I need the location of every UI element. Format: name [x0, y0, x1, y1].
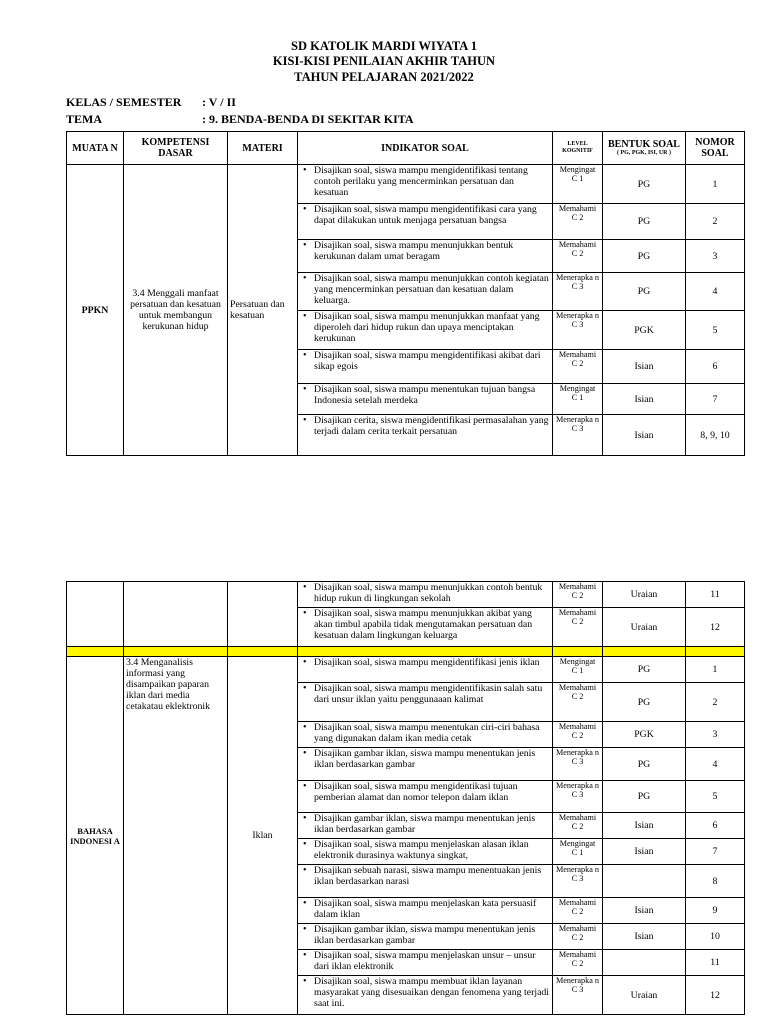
col-materi: MATERI — [228, 132, 298, 165]
level-kognitif-cell — [553, 722, 603, 748]
indikator-cell: • Disajikan gambar iklan, siswa mampu menentukan jenis iklan berdasarkan gambar — [298, 748, 553, 781]
level-kognitif-cell — [553, 165, 603, 204]
bentuk-soal-cell: Uraian — [603, 608, 686, 647]
level-code: C 2 — [571, 822, 584, 831]
separator-cell — [124, 647, 228, 657]
level-kognitif-cell — [553, 813, 603, 839]
section-separator-row — [67, 647, 745, 657]
table-row — [67, 582, 745, 608]
level-code: C 2 — [571, 933, 584, 942]
level-code: C 1 — [571, 666, 584, 675]
level-code: C 2 — [571, 959, 584, 968]
level-name: Memahami — [558, 240, 597, 249]
nomor-soal-cell: 4 — [686, 748, 745, 781]
bentuk-soal-cell: PG — [603, 683, 686, 722]
nomor-soal-cell: 7 — [686, 839, 745, 865]
bentuk-soal-cell: PG — [603, 273, 686, 311]
level-code: C 3 — [571, 790, 584, 799]
kelas-value: : V / II — [202, 95, 236, 109]
nomor-soal-cell: 2 — [686, 683, 745, 722]
level-kognitif-cell — [553, 839, 603, 865]
indikator-cell: • Disajikan soal, siswa mampu mengidentifikasi jenis iklan — [298, 657, 553, 683]
indikator-cell: • Disajikan soal, siswa mampu mengidentifikasi tentang contoh perilaku yang mencerminkan persatuan dan kesatuan — [298, 165, 553, 204]
materi-cell: Persatuan dan kesatuan — [228, 165, 298, 456]
level-kognitif-cell — [553, 350, 603, 384]
level-code: C 3 — [571, 985, 584, 994]
col-kompetensi-dasar: KOMPETENSI DASAR — [124, 132, 228, 165]
kelas-semester-line — [66, 95, 236, 110]
level-name: Menerapka n — [556, 976, 599, 985]
level-name: Memahami — [558, 950, 597, 959]
separator-cell — [686, 647, 745, 657]
col-indikator-soal: INDIKATOR SOAL — [298, 132, 553, 165]
bentuk-soal-cell: Uraian — [603, 976, 686, 1015]
bentuk-soal-cell — [603, 950, 686, 976]
materi-cell-empty — [228, 582, 298, 647]
indikator-cell: • Disajikan soal, siswa mampu mengidentifikasi akibat dari sikap egois — [298, 350, 553, 384]
table-header-row — [67, 132, 745, 165]
level-code: C 2 — [571, 907, 584, 916]
bentuk-soal-cell: PG — [603, 781, 686, 813]
level-name: Mengingat — [559, 839, 596, 848]
level-kognitif-cell — [553, 582, 603, 608]
subject-cell: PPKN — [67, 165, 124, 456]
bentuk-soal-cell: PG — [603, 657, 686, 683]
col-nomor-soal: NOMOR SOAL — [686, 132, 745, 165]
level-code: C 2 — [571, 617, 584, 626]
kisi-table-continued — [66, 581, 745, 1015]
col-muatan: MUATA N — [67, 132, 124, 165]
separator-cell — [228, 647, 298, 657]
level-name: Memahami — [558, 722, 597, 731]
kompetensi-dasar-cell-empty — [124, 582, 228, 647]
nomor-soal-cell: 8, 9, 10 — [686, 415, 745, 456]
level-kognitif-cell — [553, 240, 603, 273]
level-kognitif-cell — [553, 657, 603, 683]
level-name: Memahami — [558, 350, 597, 359]
indikator-cell: • Disajikan soal, siswa mampu menunjukkan contoh bentuk hidup rukun di lingkungan sekolah — [298, 582, 553, 608]
bentuk-soal-cell: PG — [603, 748, 686, 781]
level-name: Menerapka n — [556, 781, 599, 790]
nomor-soal-cell: 9 — [686, 898, 745, 924]
level-kognitif-cell — [553, 273, 603, 311]
level-kognitif-cell — [553, 865, 603, 898]
subject-cell-empty — [67, 582, 124, 647]
nomor-soal-cell: 3 — [686, 240, 745, 273]
level-code: C 2 — [571, 731, 584, 740]
bentuk-soal-cell: Isian — [603, 384, 686, 415]
bentuk-soal-cell: PGK — [603, 311, 686, 350]
nomor-soal-cell: 5 — [686, 781, 745, 813]
kompetensi-dasar-cell: 3.4 Menganalisis informasi yang disampaikan paparan iklan dari media cetakatau eklektronik — [124, 657, 228, 1015]
materi-cell: Iklan — [228, 657, 298, 1015]
bentuk-soal-cell: PG — [603, 204, 686, 240]
col-bentuk-soal — [603, 132, 686, 165]
level-name: Memahami — [558, 582, 597, 591]
bentuk-soal-sub: ( PG, PGK, ISI, UR ) — [617, 150, 671, 156]
bentuk-soal-cell: Isian — [603, 924, 686, 950]
level-code: C 2 — [571, 213, 584, 222]
level-name: Menerapka n — [556, 311, 599, 320]
kelas-label: KELAS / SEMESTER — [66, 95, 182, 109]
level-kognitif-cell — [553, 898, 603, 924]
level-name: Memahami — [558, 683, 597, 692]
separator-cell — [553, 647, 603, 657]
indikator-cell: • Disajikan soal, siswa mampu menjelaskan unsur – unsur dari iklan elektronik — [298, 950, 553, 976]
document-title: KISI-KISI PENILAIAN AKHIR TAHUN — [272, 54, 496, 68]
level-name: Memahami — [558, 608, 597, 617]
nomor-soal-cell: 1 — [686, 165, 745, 204]
indikator-cell: • Disajikan soal, siswa mampu mengidentikasi tujuan pemberian alamat dan nomor telepon dalam iklan — [298, 781, 553, 813]
level-kognitif-cell — [553, 204, 603, 240]
level-name: Memahami — [558, 924, 597, 933]
table-row — [67, 165, 745, 204]
level-code: C 1 — [571, 393, 584, 402]
bentuk-soal-cell: Isian — [603, 898, 686, 924]
nomor-soal-cell: 5 — [686, 311, 745, 350]
indikator-cell: • Disajikan soal, siswa mampu menunjukkan contoh kegiatan yang mencerminkan persatuan dan kesatuan dalam keluarga. — [298, 273, 553, 311]
level-kognitif-cell — [553, 748, 603, 781]
indikator-cell: • Disajikan soal, siswa mampu menentukan ciri-ciri bahasa yang digunakan dalam ikan media cetak — [298, 722, 553, 748]
bentuk-soal-cell — [603, 865, 686, 898]
level-code: C 2 — [571, 692, 584, 701]
level-kognitif-cell — [553, 781, 603, 813]
level-kognitif-cell — [553, 924, 603, 950]
level-name: Memahami — [558, 813, 597, 822]
indikator-cell: • Disajikan soal, siswa mampu membuat iklan layanan masyarakat yang disesuaikan dengan fenomena yang terjadi saat ini. — [298, 976, 553, 1015]
level-name: Menerapka n — [556, 415, 599, 424]
indikator-cell: • Disajikan gambar iklan, siswa mampu menentukan jenis iklan berdasarkan gambar — [298, 924, 553, 950]
subject-cell: BAHASA INDONESI A — [67, 657, 124, 1015]
indikator-cell: • Disajikan soal, siswa mampu menjelaskan kata persuasif dalam iklan — [298, 898, 553, 924]
level-code: C 3 — [571, 424, 584, 433]
tema-line — [66, 112, 414, 127]
nomor-soal-cell: 2 — [686, 204, 745, 240]
level-code: C 2 — [571, 249, 584, 258]
level-name: Memahami — [558, 898, 597, 907]
level-name: Mengingat — [559, 165, 596, 174]
bentuk-soal-cell: PGK — [603, 722, 686, 748]
nomor-soal-cell: 6 — [686, 813, 745, 839]
level-name: Mengingat — [559, 657, 596, 666]
level-code: C 3 — [571, 757, 584, 766]
level-kognitif-cell — [553, 384, 603, 415]
separator-cell — [298, 647, 553, 657]
bentuk-soal-cell: Uraian — [603, 582, 686, 608]
nomor-soal-cell: 7 — [686, 384, 745, 415]
indikator-cell: • Disajikan sebuah narasi, siswa mampu menentuakan jenis iklan berdasarkan narasi — [298, 865, 553, 898]
nomor-soal-cell: 12 — [686, 608, 745, 647]
nomor-soal-cell: 6 — [686, 350, 745, 384]
table-row — [67, 657, 745, 683]
nomor-soal-cell: 4 — [686, 273, 745, 311]
level-kognitif-cell — [553, 976, 603, 1015]
level-kognitif-cell — [553, 311, 603, 350]
level-name: Memahami — [558, 204, 597, 213]
nomor-soal-cell: 1 — [686, 657, 745, 683]
school-name: SD KATOLIK MARDI WIYATA 1 — [291, 39, 477, 53]
level-name: Mengingat — [559, 384, 596, 393]
indikator-cell: • Disajikan cerita, siswa mengidentifikasi permasalahan yang terjadi dalam cerita terkait persatuan — [298, 415, 553, 456]
indikator-cell: • Disajikan soal, siswa mampu menjelaskan alasan iklan elektronik durasinya waktunya singkat, — [298, 839, 553, 865]
level-code: C 3 — [571, 874, 584, 883]
kompetensi-dasar-cell: 3.4 Menggali manfaat persatuan dan kesatuan untuk membangun kerukunan hidup — [124, 165, 228, 456]
indikator-cell: • Disajikan soal, siswa mampu mengidentifikasin salah satu dari unsur iklan yaitu penggunaaan kalimat — [298, 683, 553, 722]
level-code: C 3 — [571, 320, 584, 329]
nomor-soal-cell: 3 — [686, 722, 745, 748]
level-name: Menerapka n — [556, 273, 599, 282]
indikator-cell: • Disajikan soal, siswa mampu menentukan tujuan bangsa Indonesia setelah merdeka — [298, 384, 553, 415]
academic-year: TAHUN PELAJARAN 2021/2022 — [294, 70, 474, 84]
level-name: Menerapka n — [556, 748, 599, 757]
kisi-table-ppkn — [66, 131, 745, 456]
level-kognitif-cell — [553, 415, 603, 456]
bentuk-soal-cell: PG — [603, 240, 686, 273]
level-code: C 2 — [571, 359, 584, 368]
bentuk-soal-cell: Isian — [603, 350, 686, 384]
nomor-soal-cell: 12 — [686, 976, 745, 1015]
nomor-soal-cell: 8 — [686, 865, 745, 898]
level-kognitif-cell — [553, 683, 603, 722]
indikator-cell: • Disajikan soal, siswa mampu menunjukkan manfaat yang diperoleh dari hidup rukun dan upaya menciptakan kerukunan — [298, 311, 553, 350]
level-code: C 3 — [571, 282, 584, 291]
tema-value: : 9. BENDA-BENDA DI SEKITAR KITA — [202, 112, 414, 126]
bentuk-soal-cell: Isian — [603, 839, 686, 865]
level-code: C 1 — [571, 848, 584, 857]
separator-cell — [603, 647, 686, 657]
level-kognitif-cell — [553, 950, 603, 976]
tema-label: TEMA — [66, 112, 102, 126]
indikator-cell: • Disajikan soal, siswa mampu menunjukkan akibat yang akan timbul apabila tidak mengutamakan persatuan dan kesatuan dalam lingkungan keluarga — [298, 608, 553, 647]
bentuk-soal-cell: PG — [603, 165, 686, 204]
nomor-soal-cell: 10 — [686, 924, 745, 950]
indikator-cell: • Disajikan soal, siswa mampu menunjukkan bentuk kerukunan dalam umat beragam — [298, 240, 553, 273]
nomor-soal-cell: 11 — [686, 582, 745, 608]
indikator-cell: • Disajikan gambar iklan, siswa mampu menentukan jenis iklan berdasarkan gambar — [298, 813, 553, 839]
level-name: Menerapka n — [556, 865, 599, 874]
indikator-cell: • Disajikan soal, siswa mampu mengidentifikasi cara yang dapat dilakukan untuk menjaga persatuan bangsa — [298, 204, 553, 240]
bentuk-soal-title: BENTUK SOAL — [608, 139, 680, 150]
nomor-soal-cell: 11 — [686, 950, 745, 976]
bentuk-soal-cell: Isian — [603, 415, 686, 456]
bentuk-soal-cell: Isian — [603, 813, 686, 839]
level-kognitif-cell — [553, 608, 603, 647]
level-code: C 2 — [571, 591, 584, 600]
level-code: C 1 — [571, 174, 584, 183]
separator-cell — [67, 647, 124, 657]
col-level-kognitif: LEVEL KOGNITIF — [553, 132, 603, 165]
